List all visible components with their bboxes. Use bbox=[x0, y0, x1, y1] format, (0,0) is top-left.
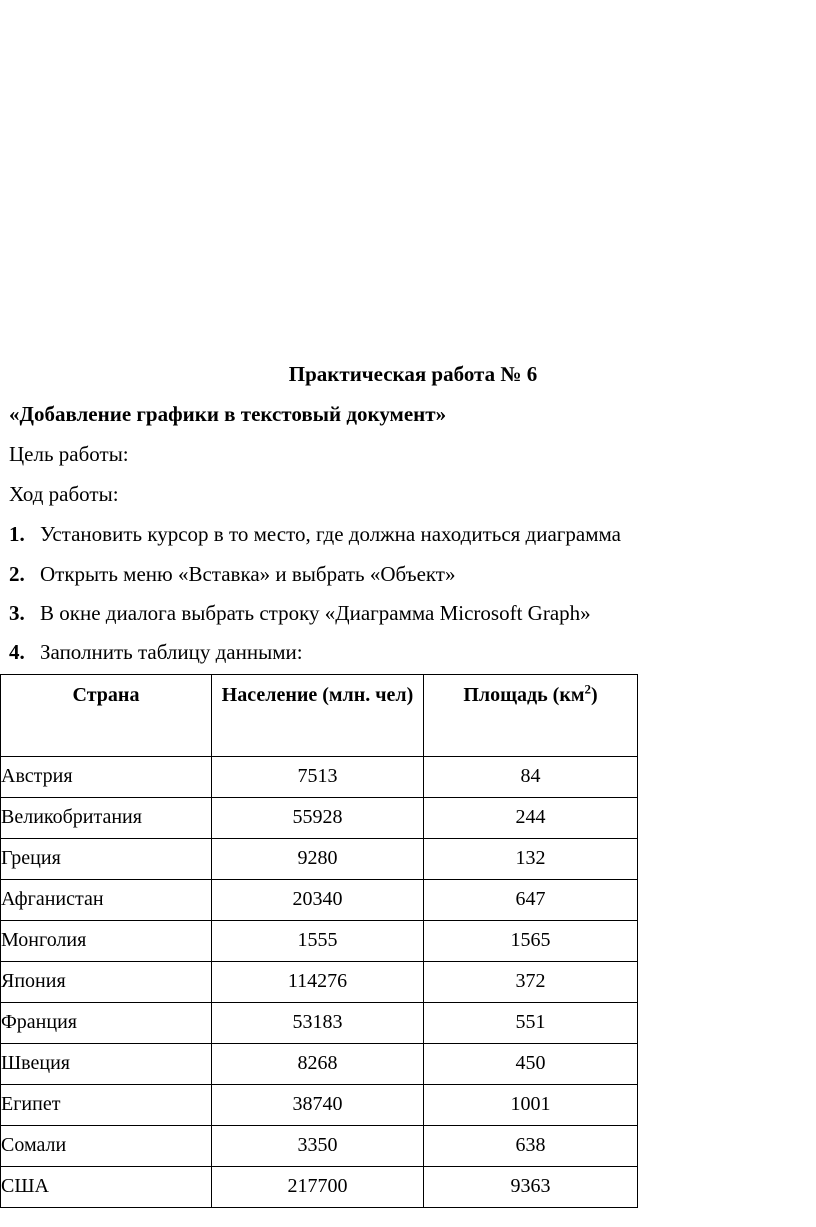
table-header-row bbox=[1, 675, 638, 757]
table-row bbox=[1, 962, 638, 1003]
table-row bbox=[1, 1085, 638, 1126]
step-text: В окне диалога выбрать строку «Диаграмма Microsoft Graph» bbox=[40, 601, 591, 625]
cell-country: Япония bbox=[1, 962, 212, 1003]
cell-area: 244 bbox=[424, 798, 638, 839]
step-number: 2. bbox=[9, 562, 25, 586]
cell-country: США bbox=[1, 1167, 212, 1208]
cell-population: 20340 bbox=[212, 880, 424, 921]
cell-area: 9363 bbox=[424, 1167, 638, 1208]
step-item bbox=[9, 562, 456, 587]
table-row bbox=[1, 839, 638, 880]
step-text: Установить курсор в то место, где должна находиться диаграмма bbox=[40, 522, 621, 546]
cell-country: Франция bbox=[1, 1003, 212, 1044]
step-text: Заполнить таблицу данными: bbox=[40, 640, 303, 664]
step-number: 4. bbox=[9, 640, 25, 664]
cell-area: 638 bbox=[424, 1126, 638, 1167]
step-item bbox=[9, 601, 591, 626]
table-body bbox=[1, 757, 638, 1208]
cell-population: 7513 bbox=[212, 757, 424, 798]
cell-area: 450 bbox=[424, 1044, 638, 1085]
cell-country: Австрия bbox=[1, 757, 212, 798]
header-area bbox=[424, 675, 638, 757]
cell-area: 372 bbox=[424, 962, 638, 1003]
progress-label: Ход работы: bbox=[9, 482, 119, 506]
cell-population: 38740 bbox=[212, 1085, 424, 1126]
step-number: 1. bbox=[9, 522, 25, 546]
cell-population: 53183 bbox=[212, 1003, 424, 1044]
cell-country: Монголия bbox=[1, 921, 212, 962]
table-row bbox=[1, 880, 638, 921]
step-item bbox=[9, 640, 303, 665]
header-population: Население (млн. чел) bbox=[212, 675, 424, 757]
cell-country: Египет bbox=[1, 1085, 212, 1126]
table-row bbox=[1, 1044, 638, 1085]
table-row bbox=[1, 1126, 638, 1167]
table-row bbox=[1, 798, 638, 839]
cell-area: 647 bbox=[424, 880, 638, 921]
cell-population: 217700 bbox=[212, 1167, 424, 1208]
cell-population: 55928 bbox=[212, 798, 424, 839]
table-row bbox=[1, 757, 638, 798]
cell-country: Великобритания bbox=[1, 798, 212, 839]
header-country: Страна bbox=[1, 675, 212, 757]
cell-population: 3350 bbox=[212, 1126, 424, 1167]
document-subtitle: «Добавление графики в текстовый документ» bbox=[9, 402, 447, 426]
goal-label: Цель работы: bbox=[9, 442, 129, 466]
cell-area: 1565 bbox=[424, 921, 638, 962]
table-row bbox=[1, 921, 638, 962]
cell-population: 1555 bbox=[212, 921, 424, 962]
data-table bbox=[0, 674, 638, 1208]
cell-country: Сомали bbox=[1, 1126, 212, 1167]
table-row bbox=[1, 1167, 638, 1208]
cell-population: 8268 bbox=[212, 1044, 424, 1085]
table-row bbox=[1, 1003, 638, 1044]
cell-area: 1001 bbox=[424, 1085, 638, 1126]
cell-country: Греция bbox=[1, 839, 212, 880]
cell-area: 132 bbox=[424, 839, 638, 880]
header-area-text: Площадь (км bbox=[463, 684, 585, 706]
document-title: Практическая работа № 6 bbox=[288, 362, 538, 386]
header-area-close: ) bbox=[591, 684, 598, 706]
cell-country: Швеция bbox=[1, 1044, 212, 1085]
cell-area: 84 bbox=[424, 757, 638, 798]
cell-population: 9280 bbox=[212, 839, 424, 880]
step-text: Открыть меню «Вставка» и выбрать «Объект» bbox=[40, 562, 456, 586]
header-area-superscript: 2 bbox=[584, 681, 591, 697]
step-item bbox=[9, 522, 621, 547]
step-number: 3. bbox=[9, 601, 25, 625]
cell-population: 114276 bbox=[212, 962, 424, 1003]
cell-country: Афганистан bbox=[1, 880, 212, 921]
cell-area: 551 bbox=[424, 1003, 638, 1044]
